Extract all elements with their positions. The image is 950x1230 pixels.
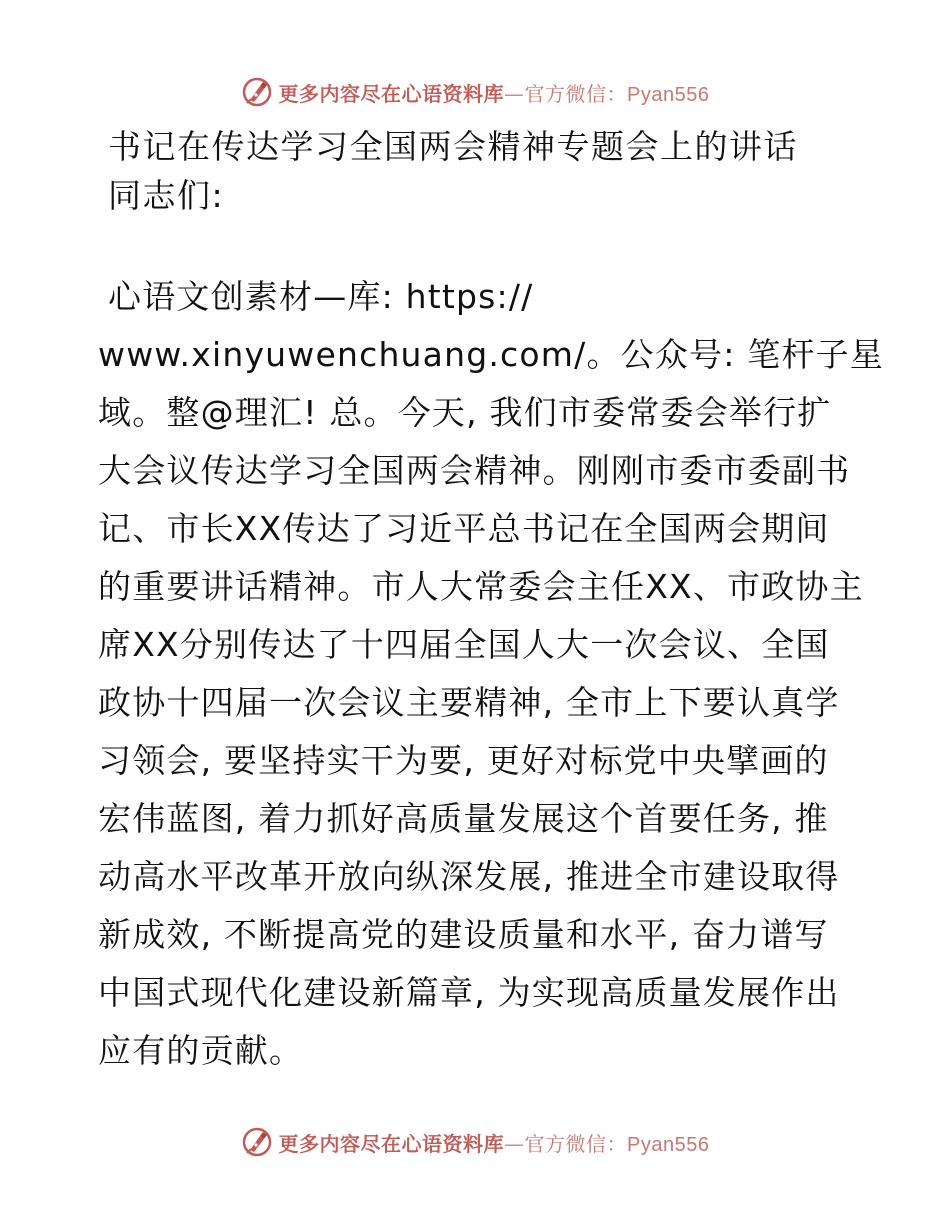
body-line: 席XX分别传达了十四届全国人大一次会议、全国 xyxy=(98,625,830,664)
document-salutation: 同志们: xyxy=(108,176,225,215)
pen-nib-logo-icon xyxy=(241,1126,273,1158)
footer-banner-wechat-id: Pyan556 xyxy=(627,1133,710,1156)
body-line: 宏伟蓝图, 着力抓好高质量发展这个首要任务, 推 xyxy=(98,799,829,838)
footer-banner-inner xyxy=(241,1126,710,1158)
footer-banner xyxy=(0,1122,950,1162)
body-line: 的重要讲话精神。市人大常委会主任XX、市政协主 xyxy=(98,567,864,606)
header-banner-text xyxy=(279,78,710,107)
body-line: 域。整@理汇! 总。今天, 我们市委常委会举行扩 xyxy=(98,393,832,432)
body-line: 习领会, 要坚持实干为要, 更好对标党中央擘画的 xyxy=(98,741,829,780)
footer-banner-wechat-label: 官方微信： xyxy=(524,1131,628,1156)
body-line: 新成效, 不断提高党的建设质量和水平, 奋力谱写 xyxy=(98,915,829,954)
footer-banner-dash: — xyxy=(504,1131,525,1156)
header-banner-dash: — xyxy=(504,81,525,106)
footer-banner-main: 更多内容尽在心语资料库 xyxy=(278,1131,505,1156)
body-line: 中国式现代化建设新篇章, 为实现高质量发展作出 xyxy=(98,973,840,1012)
header-banner-wechat-id: Pyan556 xyxy=(627,83,710,106)
footer-banner-text xyxy=(279,1128,710,1157)
pen-nib-logo-icon xyxy=(241,76,273,108)
body-line: 动高水平改革开放向纵深发展, 推进全市建设取得 xyxy=(98,857,840,896)
header-banner-main: 更多内容尽在心语资料库 xyxy=(278,81,505,106)
body-line: 应有的贡献。 xyxy=(98,1031,304,1070)
document-title: 书记在传达学习全国两会精神专题会上的讲话 xyxy=(108,127,798,166)
body-line: 大会议传达学习全国两会精神。刚刚市委市委副书 xyxy=(98,451,851,490)
body-line: 记、市长XX传达了习近平总书记在全国两会期间 xyxy=(98,509,830,548)
body-line: 心语文创素材—库: https:// xyxy=(108,277,534,316)
header-banner xyxy=(0,72,950,112)
body-line: www.xinyuwenchuang.com/。公众号: 笔杆子星 xyxy=(98,335,885,374)
document-body xyxy=(98,268,885,1080)
header-banner-wechat-label: 官方微信： xyxy=(524,81,628,106)
header-banner-inner xyxy=(241,76,710,108)
body-line: 政协十四届一次会议主要精神, 全市上下要认真学 xyxy=(98,683,840,722)
